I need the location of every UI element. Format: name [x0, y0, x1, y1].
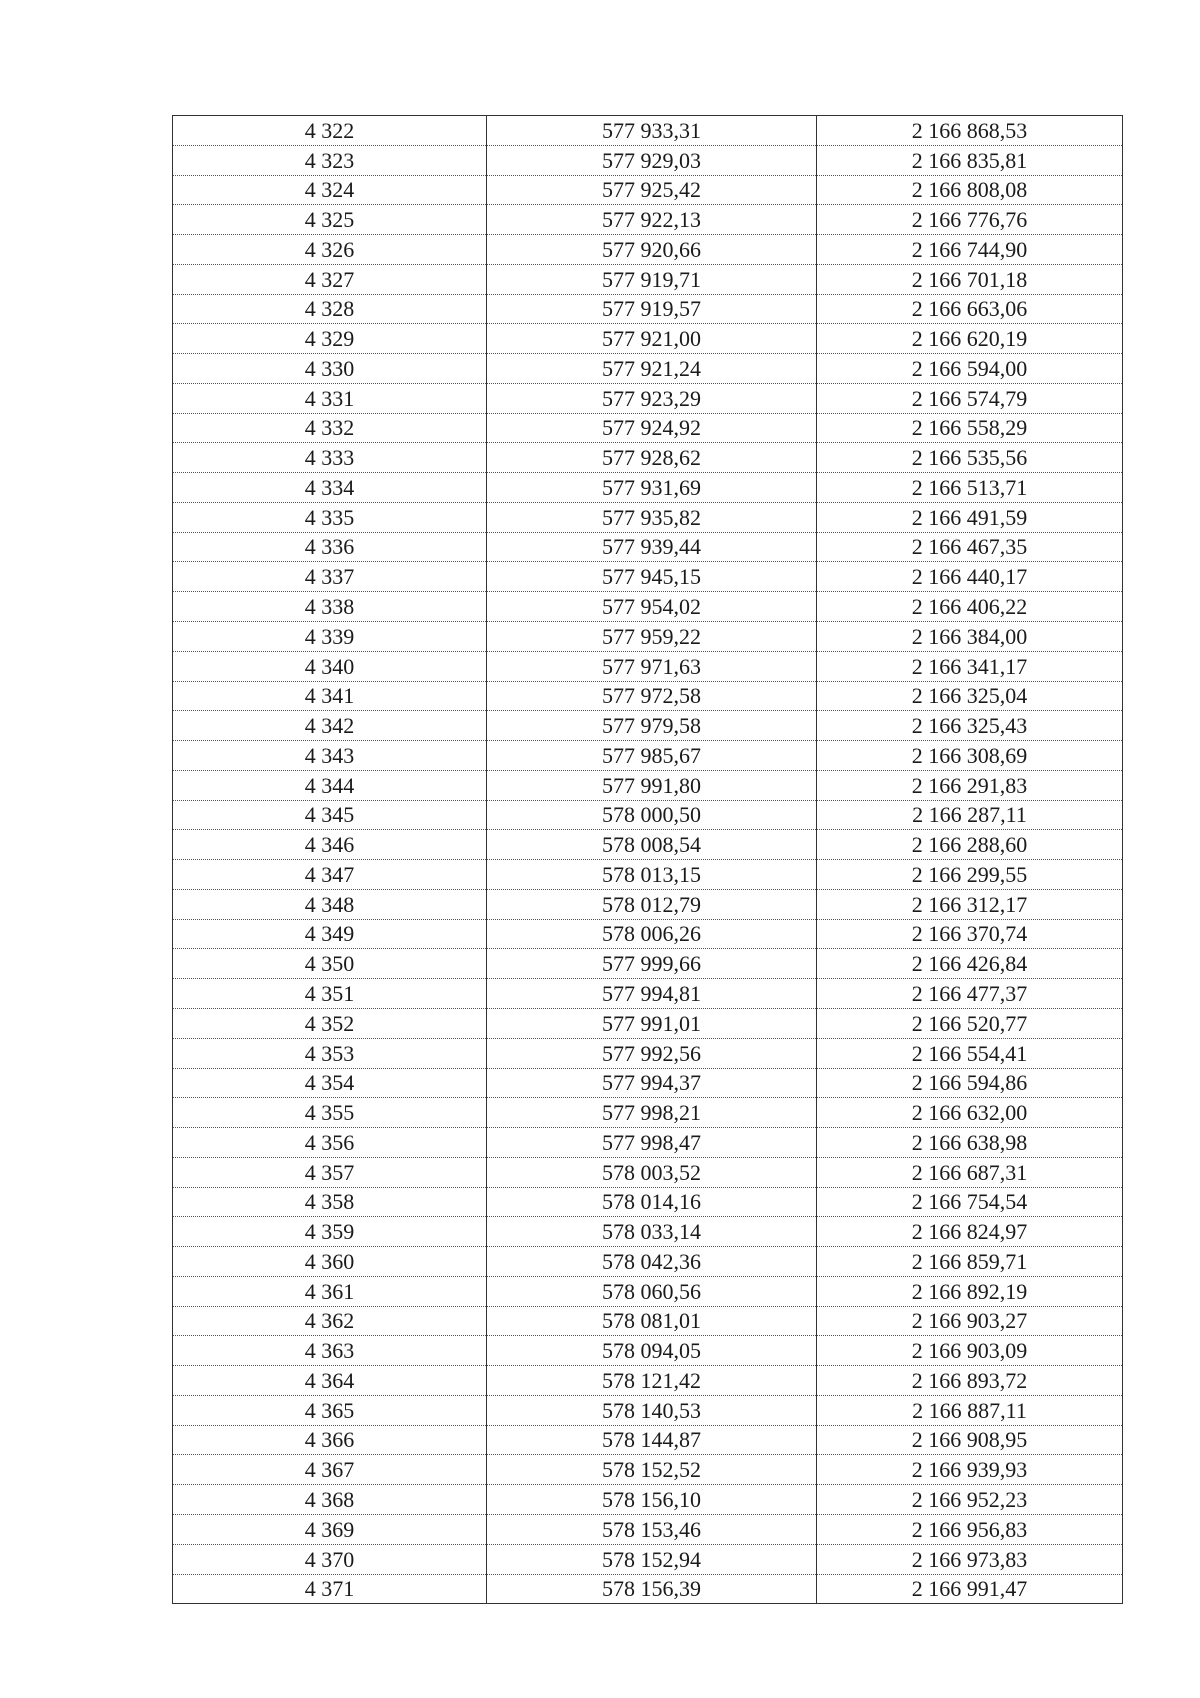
table-row: [173, 1514, 1123, 1544]
table-row: [173, 1247, 1123, 1277]
table-row: [173, 1098, 1123, 1128]
table-row: [173, 1306, 1123, 1336]
table-row: [173, 1574, 1123, 1604]
point-number-cell: 4 340: [173, 651, 487, 681]
x-coordinate-cell: 577 935,82: [487, 502, 817, 532]
point-number-cell: 4 352: [173, 1008, 487, 1038]
y-coordinate-cell: 2 166 868,53: [817, 116, 1123, 146]
x-coordinate-cell: 577 998,21: [487, 1098, 817, 1128]
x-coordinate-cell: 578 152,94: [487, 1544, 817, 1574]
x-coordinate-cell: 577 939,44: [487, 532, 817, 562]
table-row: [173, 443, 1123, 473]
x-coordinate-cell: 578 033,14: [487, 1217, 817, 1247]
table-row: [173, 949, 1123, 979]
x-coordinate-cell: 577 959,22: [487, 622, 817, 652]
x-coordinate-cell: 577 999,66: [487, 949, 817, 979]
x-coordinate-cell: 578 140,53: [487, 1395, 817, 1425]
table-row: [173, 622, 1123, 652]
y-coordinate-cell: 2 166 312,17: [817, 889, 1123, 919]
x-coordinate-cell: 578 094,05: [487, 1336, 817, 1366]
x-coordinate-cell: 577 994,81: [487, 979, 817, 1009]
y-coordinate-cell: 2 166 440,17: [817, 562, 1123, 592]
point-number-cell: 4 323: [173, 145, 487, 175]
point-number-cell: 4 349: [173, 919, 487, 949]
point-number-cell: 4 333: [173, 443, 487, 473]
y-coordinate-cell: 2 166 370,74: [817, 919, 1123, 949]
y-coordinate-cell: 2 166 952,23: [817, 1485, 1123, 1515]
y-coordinate-cell: 2 166 892,19: [817, 1276, 1123, 1306]
y-coordinate-cell: 2 166 835,81: [817, 145, 1123, 175]
point-number-cell: 4 343: [173, 741, 487, 771]
point-number-cell: 4 327: [173, 264, 487, 294]
y-coordinate-cell: 2 166 754,54: [817, 1187, 1123, 1217]
point-number-cell: 4 334: [173, 473, 487, 503]
table-row: [173, 889, 1123, 919]
x-coordinate-cell: 577 924,92: [487, 413, 817, 443]
y-coordinate-cell: 2 166 687,31: [817, 1157, 1123, 1187]
x-coordinate-cell: 578 081,01: [487, 1306, 817, 1336]
table-row: [173, 502, 1123, 532]
table-row: [173, 383, 1123, 413]
table-row: [173, 1395, 1123, 1425]
table-row: [173, 651, 1123, 681]
point-number-cell: 4 356: [173, 1128, 487, 1158]
x-coordinate-cell: 578 156,10: [487, 1485, 817, 1515]
table-row: [173, 264, 1123, 294]
x-coordinate-cell: 577 929,03: [487, 145, 817, 175]
point-number-cell: 4 325: [173, 205, 487, 235]
x-coordinate-cell: 578 144,87: [487, 1425, 817, 1455]
table-row: [173, 1187, 1123, 1217]
x-coordinate-cell: 577 919,57: [487, 294, 817, 324]
table-row: [173, 562, 1123, 592]
y-coordinate-cell: 2 166 406,22: [817, 592, 1123, 622]
point-number-cell: 4 324: [173, 175, 487, 205]
point-number-cell: 4 347: [173, 860, 487, 890]
y-coordinate-cell: 2 166 887,11: [817, 1395, 1123, 1425]
y-coordinate-cell: 2 166 808,08: [817, 175, 1123, 205]
table-row: [173, 235, 1123, 265]
table-row: [173, 592, 1123, 622]
y-coordinate-cell: 2 166 308,69: [817, 741, 1123, 771]
coordinates-table-body: [173, 116, 1123, 1604]
point-number-cell: 4 339: [173, 622, 487, 652]
point-number-cell: 4 360: [173, 1247, 487, 1277]
point-number-cell: 4 363: [173, 1336, 487, 1366]
y-coordinate-cell: 2 166 620,19: [817, 324, 1123, 354]
table-row: [173, 1217, 1123, 1247]
x-coordinate-cell: 578 003,52: [487, 1157, 817, 1187]
table-row: [173, 741, 1123, 771]
y-coordinate-cell: 2 166 574,79: [817, 383, 1123, 413]
point-number-cell: 4 364: [173, 1366, 487, 1396]
y-coordinate-cell: 2 166 535,56: [817, 443, 1123, 473]
point-number-cell: 4 367: [173, 1455, 487, 1485]
table-row: [173, 979, 1123, 1009]
y-coordinate-cell: 2 166 973,83: [817, 1544, 1123, 1574]
x-coordinate-cell: 577 925,42: [487, 175, 817, 205]
y-coordinate-cell: 2 166 491,59: [817, 502, 1123, 532]
y-coordinate-cell: 2 166 824,97: [817, 1217, 1123, 1247]
x-coordinate-cell: 577 928,62: [487, 443, 817, 473]
table-row: [173, 1157, 1123, 1187]
y-coordinate-cell: 2 166 299,55: [817, 860, 1123, 890]
table-row: [173, 116, 1123, 146]
y-coordinate-cell: 2 166 341,17: [817, 651, 1123, 681]
y-coordinate-cell: 2 166 384,00: [817, 622, 1123, 652]
point-number-cell: 4 342: [173, 711, 487, 741]
table-row: [173, 324, 1123, 354]
point-number-cell: 4 344: [173, 770, 487, 800]
x-coordinate-cell: 578 000,50: [487, 800, 817, 830]
table-row: [173, 354, 1123, 384]
y-coordinate-cell: 2 166 859,71: [817, 1247, 1123, 1277]
point-number-cell: 4 353: [173, 1038, 487, 1068]
x-coordinate-cell: 577 992,56: [487, 1038, 817, 1068]
y-coordinate-cell: 2 166 638,98: [817, 1128, 1123, 1158]
point-number-cell: 4 370: [173, 1544, 487, 1574]
x-coordinate-cell: 577 923,29: [487, 383, 817, 413]
y-coordinate-cell: 2 166 594,00: [817, 354, 1123, 384]
y-coordinate-cell: 2 166 291,83: [817, 770, 1123, 800]
table-row: [173, 413, 1123, 443]
y-coordinate-cell: 2 166 956,83: [817, 1514, 1123, 1544]
point-number-cell: 4 335: [173, 502, 487, 532]
y-coordinate-cell: 2 166 908,95: [817, 1425, 1123, 1455]
y-coordinate-cell: 2 166 558,29: [817, 413, 1123, 443]
x-coordinate-cell: 578 013,15: [487, 860, 817, 890]
y-coordinate-cell: 2 166 554,41: [817, 1038, 1123, 1068]
point-number-cell: 4 330: [173, 354, 487, 384]
x-coordinate-cell: 578 042,36: [487, 1247, 817, 1277]
x-coordinate-cell: 577 979,58: [487, 711, 817, 741]
point-number-cell: 4 351: [173, 979, 487, 1009]
table-row: [173, 830, 1123, 860]
table-row: [173, 1425, 1123, 1455]
x-coordinate-cell: 577 920,66: [487, 235, 817, 265]
point-number-cell: 4 332: [173, 413, 487, 443]
x-coordinate-cell: 578 121,42: [487, 1366, 817, 1396]
x-coordinate-cell: 577 954,02: [487, 592, 817, 622]
point-number-cell: 4 359: [173, 1217, 487, 1247]
coordinates-table: [172, 115, 1123, 1604]
y-coordinate-cell: 2 166 325,43: [817, 711, 1123, 741]
point-number-cell: 4 341: [173, 681, 487, 711]
table-row: [173, 145, 1123, 175]
point-number-cell: 4 365: [173, 1395, 487, 1425]
y-coordinate-cell: 2 166 776,76: [817, 205, 1123, 235]
point-number-cell: 4 358: [173, 1187, 487, 1217]
x-coordinate-cell: 578 153,46: [487, 1514, 817, 1544]
table-row: [173, 1544, 1123, 1574]
y-coordinate-cell: 2 166 513,71: [817, 473, 1123, 503]
x-coordinate-cell: 577 991,80: [487, 770, 817, 800]
point-number-cell: 4 366: [173, 1425, 487, 1455]
point-number-cell: 4 369: [173, 1514, 487, 1544]
table-row: [173, 1068, 1123, 1098]
table-row: [173, 175, 1123, 205]
table-row: [173, 294, 1123, 324]
x-coordinate-cell: 578 152,52: [487, 1455, 817, 1485]
x-coordinate-cell: 578 014,16: [487, 1187, 817, 1217]
point-number-cell: 4 331: [173, 383, 487, 413]
x-coordinate-cell: 578 060,56: [487, 1276, 817, 1306]
point-number-cell: 4 350: [173, 949, 487, 979]
x-coordinate-cell: 577 921,00: [487, 324, 817, 354]
point-number-cell: 4 345: [173, 800, 487, 830]
x-coordinate-cell: 577 922,13: [487, 205, 817, 235]
table-row: [173, 800, 1123, 830]
table-row: [173, 681, 1123, 711]
x-coordinate-cell: 577 971,63: [487, 651, 817, 681]
x-coordinate-cell: 577 931,69: [487, 473, 817, 503]
y-coordinate-cell: 2 166 893,72: [817, 1366, 1123, 1396]
table-row: [173, 1455, 1123, 1485]
point-number-cell: 4 348: [173, 889, 487, 919]
table-row: [173, 1276, 1123, 1306]
y-coordinate-cell: 2 166 663,06: [817, 294, 1123, 324]
table-row: [173, 205, 1123, 235]
table-row: [173, 1008, 1123, 1038]
table-row: [173, 860, 1123, 890]
y-coordinate-cell: 2 166 288,60: [817, 830, 1123, 860]
x-coordinate-cell: 578 012,79: [487, 889, 817, 919]
table-row: [173, 1336, 1123, 1366]
point-number-cell: 4 355: [173, 1098, 487, 1128]
point-number-cell: 4 338: [173, 592, 487, 622]
y-coordinate-cell: 2 166 744,90: [817, 235, 1123, 265]
x-coordinate-cell: 577 998,47: [487, 1128, 817, 1158]
y-coordinate-cell: 2 166 903,09: [817, 1336, 1123, 1366]
point-number-cell: 4 337: [173, 562, 487, 592]
y-coordinate-cell: 2 166 520,77: [817, 1008, 1123, 1038]
table-row: [173, 1366, 1123, 1396]
point-number-cell: 4 328: [173, 294, 487, 324]
y-coordinate-cell: 2 166 939,93: [817, 1455, 1123, 1485]
table-row: [173, 473, 1123, 503]
point-number-cell: 4 329: [173, 324, 487, 354]
x-coordinate-cell: 577 933,31: [487, 116, 817, 146]
x-coordinate-cell: 577 994,37: [487, 1068, 817, 1098]
point-number-cell: 4 362: [173, 1306, 487, 1336]
point-number-cell: 4 336: [173, 532, 487, 562]
x-coordinate-cell: 578 006,26: [487, 919, 817, 949]
y-coordinate-cell: 2 166 287,11: [817, 800, 1123, 830]
y-coordinate-cell: 2 166 325,04: [817, 681, 1123, 711]
point-number-cell: 4 368: [173, 1485, 487, 1515]
x-coordinate-cell: 578 156,39: [487, 1574, 817, 1604]
point-number-cell: 4 357: [173, 1157, 487, 1187]
y-coordinate-cell: 2 166 426,84: [817, 949, 1123, 979]
x-coordinate-cell: 577 919,71: [487, 264, 817, 294]
table-row: [173, 1485, 1123, 1515]
y-coordinate-cell: 2 166 991,47: [817, 1574, 1123, 1604]
x-coordinate-cell: 577 921,24: [487, 354, 817, 384]
y-coordinate-cell: 2 166 632,00: [817, 1098, 1123, 1128]
y-coordinate-cell: 2 166 467,35: [817, 532, 1123, 562]
y-coordinate-cell: 2 166 477,37: [817, 979, 1123, 1009]
point-number-cell: 4 346: [173, 830, 487, 860]
table-row: [173, 532, 1123, 562]
x-coordinate-cell: 577 945,15: [487, 562, 817, 592]
y-coordinate-cell: 2 166 594,86: [817, 1068, 1123, 1098]
point-number-cell: 4 322: [173, 116, 487, 146]
x-coordinate-cell: 577 991,01: [487, 1008, 817, 1038]
table-row: [173, 919, 1123, 949]
table-row: [173, 1128, 1123, 1158]
y-coordinate-cell: 2 166 903,27: [817, 1306, 1123, 1336]
table-row: [173, 711, 1123, 741]
x-coordinate-cell: 577 985,67: [487, 741, 817, 771]
point-number-cell: 4 354: [173, 1068, 487, 1098]
table-row: [173, 770, 1123, 800]
point-number-cell: 4 361: [173, 1276, 487, 1306]
x-coordinate-cell: 578 008,54: [487, 830, 817, 860]
y-coordinate-cell: 2 166 701,18: [817, 264, 1123, 294]
x-coordinate-cell: 577 972,58: [487, 681, 817, 711]
point-number-cell: 4 371: [173, 1574, 487, 1604]
table-row: [173, 1038, 1123, 1068]
point-number-cell: 4 326: [173, 235, 487, 265]
